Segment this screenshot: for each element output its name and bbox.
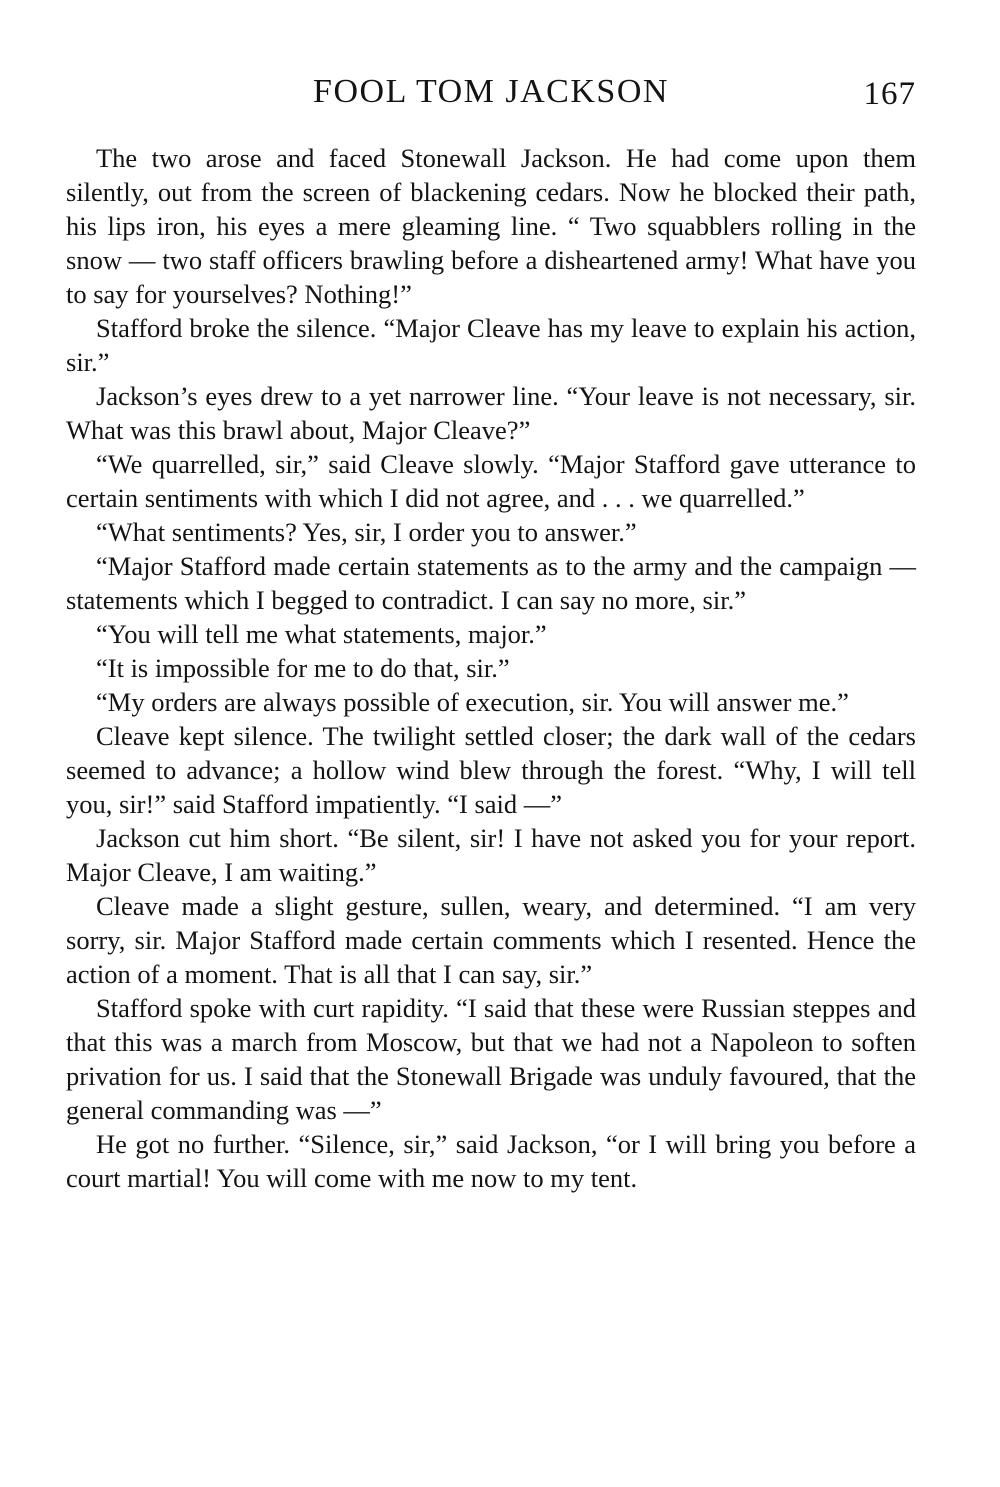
paragraph: Jackson cut him short. “Be silent, sir! I have not asked you for your report. Major Cleave, I am waiting.” <box>66 823 916 887</box>
chapter-title: FOOL TOM JACKSON <box>313 73 669 110</box>
paragraph: Cleave kept silence. The twilight settled closer; the dark wall of the cedars seemed to advance; a hollow wind blew through the forest. “Why, I will tell you, sir!” said Stafford impatiently. “I said —” <box>66 721 916 819</box>
paragraph: Cleave made a slight gesture, sullen, weary, and determined. “I am very sorry, sir. Major Stafford made certain comments which I resented. Hence the action of a moment. That is all that I can say, sir.” <box>66 891 916 989</box>
paragraph: “What sentiments? Yes, sir, I order you to answer.” <box>96 517 637 547</box>
paragraph: Stafford spoke with curt rapidity. “I said that these were Russian steppes and that this was a march from Moscow, but that we had not a Napoleon to soften privation for us. I said that the Stonewall Brigade was unduly favoured, that the general commanding was —” <box>66 993 916 1125</box>
paragraph: “My orders are always possible of execution, sir. You will answer me.” <box>96 687 849 717</box>
paragraph: Stafford broke the silence. “Major Cleave has my leave to explain his action, sir.” <box>66 313 916 377</box>
paragraph: “We quarrelled, sir,” said Cleave slowly. “Major Stafford gave utterance to certain sentiments with which I did not agree, and . . . we quarrelled.” <box>66 449 916 513</box>
paragraph: “It is impossible for me to do that, sir.” <box>96 653 510 683</box>
body-text <box>66 141 916 1195</box>
paragraph: Jackson’s eyes drew to a yet narrower line. “Your leave is not necessary, sir. What was this brawl about, Major Cleave?” <box>66 381 916 445</box>
running-head <box>66 70 916 120</box>
paragraph: “Major Stafford made certain statements as to the army and the campaign — statements which I begged to contradict. I can say no more, sir.” <box>66 551 916 615</box>
paragraph: The two arose and faced Stonewall Jackson. He had come upon them silently, out from the screen of blackening cedars. Now he blocked their path, his lips iron, his eyes a mere gleaming line. “ Two squabblers rolling in the snow — two staff officers brawling before a disheartened army! What have you to say for yourselves? Nothing!” <box>66 143 916 309</box>
paragraph: He got no further. “Silence, sir,” said Jackson, “or I will bring you before a court martial! You will come with me now to my tent. <box>66 1129 916 1193</box>
page-number: 167 <box>863 76 916 112</box>
paragraph: “You will tell me what statements, major.” <box>96 619 547 649</box>
